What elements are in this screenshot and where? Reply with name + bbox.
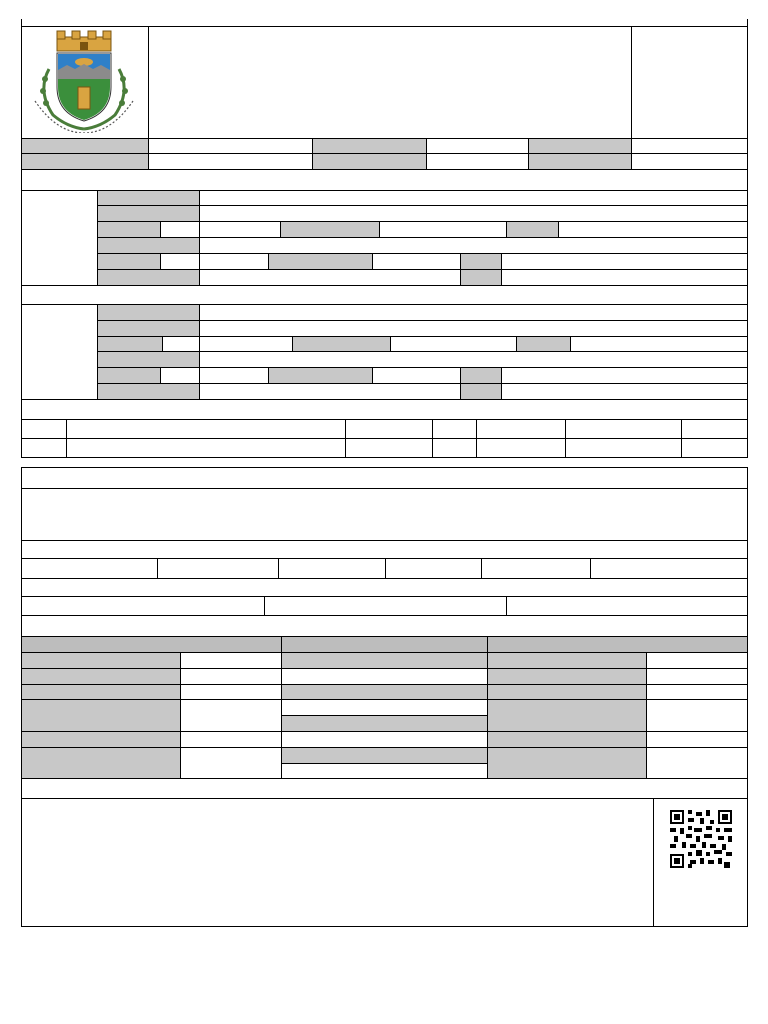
grid-line (21, 596, 748, 597)
label-cell (98, 321, 199, 336)
grid-line (21, 285, 748, 286)
grid-line (565, 419, 566, 457)
label-cell (22, 154, 148, 169)
label-cell (488, 669, 646, 684)
grid-line (345, 419, 346, 457)
grid-line (506, 221, 507, 237)
label-cell (312, 154, 426, 169)
municipal-seal-icon (27, 29, 141, 133)
crown-icon (57, 31, 111, 51)
label-cell (98, 206, 199, 221)
label-cell (528, 154, 631, 169)
grid-line (280, 221, 281, 237)
label-cell (268, 254, 372, 269)
grid-line (528, 138, 529, 169)
grid-line (160, 367, 161, 383)
grid-line (426, 138, 427, 169)
grid-line (506, 596, 507, 615)
grid-line (21, 169, 748, 170)
grid-line (501, 367, 502, 399)
grid-line (481, 558, 482, 578)
label-cell (98, 305, 199, 320)
grid-line (160, 221, 161, 237)
grid-line (97, 253, 748, 254)
grid-line (292, 336, 293, 351)
label-cell (98, 191, 199, 205)
frame-left (21, 19, 22, 458)
label-cell (98, 352, 199, 367)
label-cell (98, 384, 199, 399)
header-divider-number (631, 26, 632, 138)
grid-line (460, 253, 461, 285)
label-cell (22, 139, 148, 153)
label-cell (282, 653, 487, 668)
grid-line (281, 763, 487, 764)
label-cell (460, 384, 501, 399)
grid-line (372, 367, 373, 383)
grid-line (516, 336, 517, 351)
frame-right (747, 19, 748, 458)
header-divider-logo (148, 26, 149, 138)
label-cell (516, 337, 570, 351)
grid-line (160, 253, 161, 269)
grid-line (97, 221, 748, 222)
label-cell (460, 368, 501, 383)
grid-line (21, 578, 748, 579)
label-cell (488, 748, 646, 778)
label-cell (22, 653, 180, 668)
grid-line (21, 419, 748, 420)
label-cell (488, 653, 646, 668)
frame-bottom (21, 457, 748, 458)
label-cell (22, 669, 180, 684)
qr-code-icon (670, 810, 732, 868)
label-cell (460, 270, 501, 285)
grid-line (268, 367, 269, 383)
grid-line (268, 253, 269, 269)
grid-line (379, 221, 380, 237)
grid-line (162, 336, 163, 351)
label-cell (488, 732, 646, 747)
grid-line (21, 399, 748, 400)
label-cell (98, 368, 160, 383)
label-cell (488, 700, 646, 731)
grid-line (590, 558, 591, 578)
grid-line (646, 652, 647, 778)
frame-top (21, 26, 748, 27)
label-cell (268, 368, 372, 383)
frame-top (21, 467, 748, 468)
grid-line (570, 336, 571, 351)
label-cell (292, 337, 390, 351)
grid-line (681, 419, 682, 457)
label-cell (22, 748, 180, 778)
grid-line (432, 419, 433, 457)
grid-line (264, 596, 265, 615)
grid-line (372, 253, 373, 269)
grid-line (390, 336, 391, 351)
grid-line (460, 367, 461, 399)
header-band (22, 637, 747, 652)
grid-line (21, 798, 748, 799)
label-cell (98, 337, 162, 351)
label-cell (22, 685, 180, 699)
grid-line (653, 798, 654, 926)
grid-line (21, 615, 748, 616)
grid-line (278, 558, 279, 578)
grid-line (21, 438, 748, 439)
grid-line (97, 367, 748, 368)
grid-line (501, 253, 502, 285)
label-cell (98, 254, 160, 269)
grid-line (66, 419, 67, 457)
label-cell (282, 685, 487, 699)
frame-right (747, 467, 748, 927)
grid-line (180, 652, 181, 778)
grid-line (148, 138, 149, 169)
label-cell (280, 222, 379, 237)
label-cell (22, 700, 180, 731)
label-cell (98, 270, 199, 285)
label-cell (22, 732, 180, 747)
grid-line (385, 558, 386, 578)
grid-line (631, 138, 632, 169)
grid-line (21, 488, 748, 489)
grid-line (558, 221, 559, 237)
label-cell (282, 716, 487, 731)
label-cell (460, 254, 501, 269)
label-cell (98, 238, 199, 253)
grid-line (97, 336, 748, 337)
grid-line (476, 419, 477, 457)
grid-line (21, 540, 748, 541)
grid-line (199, 190, 200, 285)
grid-line (21, 778, 748, 779)
label-cell (528, 139, 631, 153)
label-cell (98, 222, 160, 237)
grid-line (312, 138, 313, 169)
label-cell (488, 685, 646, 699)
label-cell (506, 222, 558, 237)
grid-line (199, 304, 200, 399)
label-cell (282, 748, 487, 763)
grid-line (157, 558, 158, 578)
frame-bottom (21, 926, 748, 927)
label-cell (312, 139, 426, 153)
